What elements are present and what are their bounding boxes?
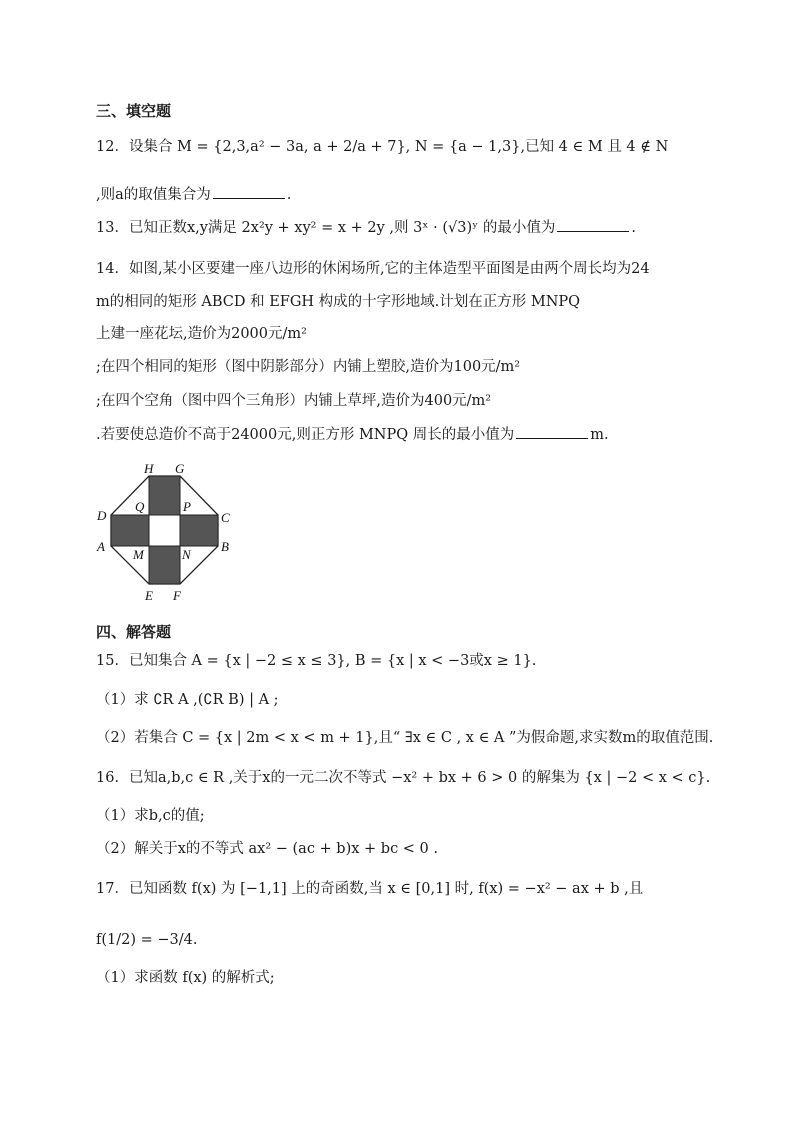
shaded-rect-top — [149, 476, 180, 515]
q15-line3: （2）若集合 C = {x | 2m < x < m + 1},且“ ∃x ∈ C , x ∈ A ”为假命题,求实数m的取值范围. — [96, 730, 714, 746]
q14-line6 — [96, 424, 609, 445]
q15-line2: （1）求 ∁R A ,(∁R B) | A ; — [96, 692, 279, 708]
q16-line2: （1）求b,c的值; — [96, 808, 205, 824]
section3-title: 三、填空题 — [96, 102, 172, 120]
q14-line6-end: m. — [590, 427, 609, 443]
q13-line1 — [96, 217, 636, 238]
shaded-rect-left — [111, 515, 149, 546]
q16-line1: 16．已知a,b,c ∈ R ,关于x的一元二次不等式 −x² + bx + 6 > 0 的解集为 {x | −2 < x < c}. — [96, 770, 711, 786]
q13-end: . — [631, 220, 636, 236]
label-N: N — [182, 547, 191, 562]
label-E: E — [145, 588, 153, 603]
q14-line1: 14．如图,某小区要建一座八边形的休闲场所,它的主体造型平面图是由两个周长均为24 — [96, 261, 650, 277]
section4-title: 四、解答题 — [96, 623, 172, 641]
answer-blank — [516, 424, 588, 439]
label-D: D — [97, 508, 107, 523]
label-A: A — [97, 539, 105, 554]
q12-line2-end: . — [286, 187, 292, 203]
label-F: F — [173, 588, 181, 603]
q14-line3: 上建一座花坛,造价为2000元/m² — [96, 326, 307, 342]
q12-line2-text: ,则a的取值集合为 — [96, 187, 211, 203]
q13-text: 13．已知正数x,y满足 2x²y + xy² = x + 2y ,则 3ˣ · (√3)ʸ 的最小值为 — [96, 220, 556, 236]
q16-line3: （2）解关于x的不等式 ax² − (ac + b)x + bc < 0 . — [96, 841, 439, 857]
label-M: M — [133, 547, 144, 562]
shaded-rect-bottom — [149, 546, 180, 584]
label-Q: Q — [135, 499, 145, 514]
shaded-rect-right — [180, 515, 218, 546]
q14-line2: m的相同的矩形 ABCD 和 EFGH 构成的十字形地域.计划在正方形 MNPQ — [96, 294, 581, 310]
center-square-mnpq — [149, 515, 180, 546]
label-B: B — [221, 539, 229, 554]
q12-line1: 12．设集合 M = {2,3,a² − 3a, a + 2/a + 7}, N = {a − 1,3},已知 4 ∈ M 且 4 ∉ N — [96, 139, 669, 155]
octagon-figure — [93, 458, 243, 608]
q17-line3: （1）求函数 f(x) 的解析式; — [96, 970, 275, 986]
answer-blank — [557, 217, 629, 232]
q14-line6-text: .若要使总造价不高于24000元,则正方形 MNPQ 周长的最小值为 — [96, 427, 515, 443]
label-C: C — [221, 510, 230, 525]
q12-line2 — [96, 184, 291, 205]
q14-line5: ;在四个空角（图中四个三角形）内铺上草坪,造价为400元/m² — [96, 393, 492, 409]
q17-line2: f(1/2) = −3/4. — [96, 932, 198, 948]
label-H: H — [144, 461, 154, 476]
label-P: P — [183, 499, 191, 514]
label-G: G — [175, 461, 185, 476]
q14-line4: ;在四个相同的矩形（图中阴影部分）内铺上塑胶,造价为100元/m² — [96, 359, 521, 375]
q17-line1: 17．已知函数 f(x) 为 [−1,1] 上的奇函数,当 x ∈ [0,1] 时, f(x) = −x² − ax + b ,且 — [96, 881, 644, 897]
q15-line1: 15．已知集合 A = {x | −2 ≤ x ≤ 3}, B = {x | x < −3或x ≥ 1}. — [96, 653, 537, 669]
answer-blank — [213, 184, 285, 199]
